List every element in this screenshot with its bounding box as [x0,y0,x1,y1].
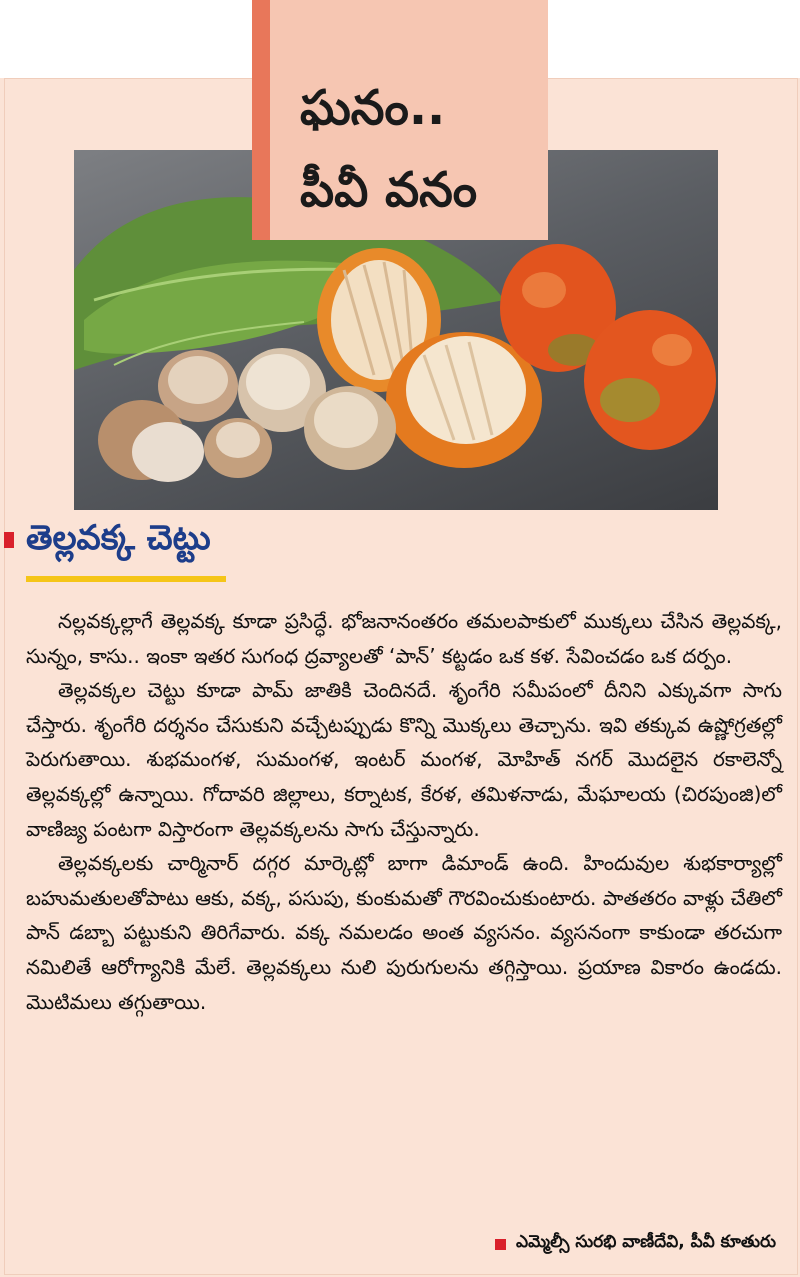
paragraph-1: నల్లవక్కల్లాగే తెల్లవక్క కూడా ప్రసిద్ధే. భోజనానంతరం తమలపాకులో ముక్కలు చేసిన తెల్లవక్క, సున్నం, కాసు.. ఇంకా ఇతర సుగంధ ద్రవ్యాలతో ‘పాన్’ కట్టడం ఒక కళ. సేవించడం ఒక దర్పం. [26,609,782,668]
section-heading: తెల్లవక్క చెట్టు [26,518,211,558]
section-marker [4,532,14,548]
article-body [26,604,782,1019]
page-title-line-2: పీవీ వనం [300,162,478,218]
title-accent-bar [252,0,270,240]
byline-marker [495,1239,506,1250]
paragraph-2: తెల్లవక్కల చెట్టు కూడా పామ్ జాతికి చెందినదే. శృంగేరి సమీపంలో దీనిని ఎక్కువగా సాగు చేస్తారు. శృంగేరి దర్శనం చేసుకుని వచ్చేటప్పుడు కొన్ని మొక్కలు తెచ్చాను. ఇవి తక్కువ ఉష్ణోగ్రతల్లో పెరుగుతాయి. శుభమంగళ, సుమంగళ, ఇంటర్ మంగళ, మోహిత్ నగర్ మొదలైన రకాలెన్నో తెల్లవక్కల్లో ఉన్నాయి. గోదావరి జిల్లాలు, కర్నాటక, కేరళ, తమిళనాడు, మేఘాలయ (చిరపుంజి)లో వాణిజ్య పంటగా విస్తారంగా తెల్లవక్కలను సాగు చేస్తున్నారు. [26,678,782,841]
page-title-line-1: ఘనం.. [300,80,446,136]
section-underline [26,576,226,582]
paragraph-3: తెల్లవక్కలకు చార్మినార్ దగ్గర మార్కెట్లో బాగా డిమాండ్ ఉంది. హిందువుల శుభకార్యాల్లో బహుమతులతోపాటు ఆకు, వక్క, పసుపు, కుంకుమతో గౌరవించుకుంటారు. పాతతరం వాళ్లు చేతిలో పాన్ డబ్బా పట్టుకుని తిరిగేవారు. వక్క నమలడం అంత వ్యసనం. వ్యసనంగా కాకుండా తరచుగా నమిలితే ఆరోగ్యానికి మేలే. తెల్లవక్కలు నులి పురుగులను తగ్గిస్తాయి. ప్రయాణ వికారం ఉండదు. మొటిమలు తగ్గుతాయి. [26,851,782,1014]
byline-text: ఎమ్మెల్సీ సురభి వాణీదేవి, పీవీ కూతురు [516,1232,776,1252]
byline [495,1232,776,1256]
